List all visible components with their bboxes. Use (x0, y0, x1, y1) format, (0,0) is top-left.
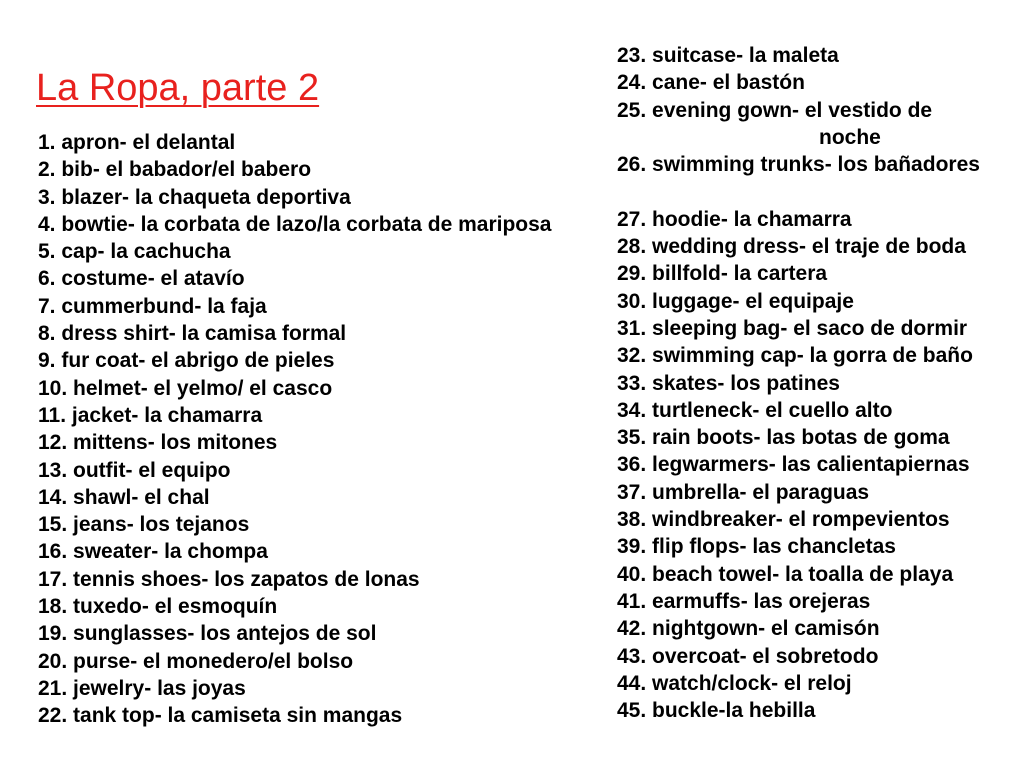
list-item: 16. sweater- la chompa (38, 540, 268, 564)
list-item-text: 25. evening gown- el vestido de (617, 98, 933, 122)
list-item: 19. sunglasses- los antejos de sol (38, 622, 377, 646)
list-item: 26. swimming trunks- los bañadores (617, 153, 980, 177)
list-item: 29. billfold- la cartera (617, 262, 828, 286)
list-item: 27. hoodie- la chamarra (617, 207, 852, 231)
list-item: 12. mittens- los mitones (38, 431, 278, 455)
list-item: 36. legwarmers- las calientapiernas (617, 453, 970, 477)
vocabulary-list-left (38, 129, 552, 730)
list-item: 22. tank top- la camiseta sin mangas (38, 704, 403, 728)
list-item: 14. shawl- el chal (38, 485, 210, 509)
list-item (617, 97, 980, 152)
list-item: 28. wedding dress- el traje de boda (617, 235, 966, 259)
list-item: 3. blazer- la chaqueta deportiva (38, 185, 351, 209)
list-item: 32. swimming cap- la gorra de baño (617, 344, 973, 368)
list-item: 40. beach towel- la toalla de playa (617, 562, 954, 586)
list-item: 7. cummerbund- la faja (38, 294, 267, 318)
list-item: 39. flip flops- las chancletas (617, 535, 896, 559)
list-item: 45. buckle-la hebilla (617, 699, 816, 723)
list-item: 37. umbrella- el paraguas (617, 480, 870, 504)
list-item: 15. jeans- los tejanos (38, 513, 250, 537)
list-item: 6. costume- el atavío (38, 267, 245, 291)
list-item: 38. windbreaker- el rompevientos (617, 508, 950, 532)
list-item: 18. tuxedo- el esmoquín (38, 595, 278, 619)
list-item: 10. helmet- el yelmo/ el casco (38, 376, 333, 400)
list-item: 13. outfit- el equipo (38, 458, 231, 482)
list-item: 41. earmuffs- las orejeras (617, 589, 871, 613)
list-item: 30. luggage- el equipaje (617, 289, 854, 313)
list-item: 9. fur coat- el abrigo de pieles (38, 349, 335, 373)
list-item: 31. sleeping bag- el saco de dormir (617, 316, 968, 340)
list-item: 35. rain boots- las botas de goma (617, 426, 950, 450)
list-item: 42. nightgown- el camisón (617, 617, 880, 641)
list-item: 8. dress shirt- la camisa formal (38, 322, 347, 346)
list-item: 1. apron- el delantal (38, 131, 236, 154)
vocabulary-list-right (617, 42, 980, 724)
list-item: 24. cane- el bastón (617, 71, 805, 95)
list-item: 2. bib- el babador/el babero (38, 158, 312, 182)
list-item-continuation: noche (819, 125, 881, 149)
list-item: 34. turtleneck- el cuello alto (617, 398, 893, 422)
list-item: 21. jewelry- las joyas (38, 676, 246, 700)
list-item: 44. watch/clock- el reloj (617, 671, 852, 695)
list-item: 33. skates- los patines (617, 371, 840, 395)
list-item: 4. bowtie- la corbata de lazo/la corbata de mariposa (38, 212, 552, 236)
list-item: 17. tennis shoes- los zapatos de lonas (38, 567, 420, 591)
list-item: 11. jacket- la chamarra (38, 403, 263, 427)
list-item: 43. overcoat- el sobretodo (617, 644, 879, 668)
list-item: 5. cap- la cachucha (38, 240, 231, 264)
list-item: 23. suitcase- la maleta (617, 44, 839, 67)
list-item: 20. purse- el monedero/el bolso (38, 649, 354, 673)
page-title: La Ropa, parte 2 (36, 67, 320, 110)
